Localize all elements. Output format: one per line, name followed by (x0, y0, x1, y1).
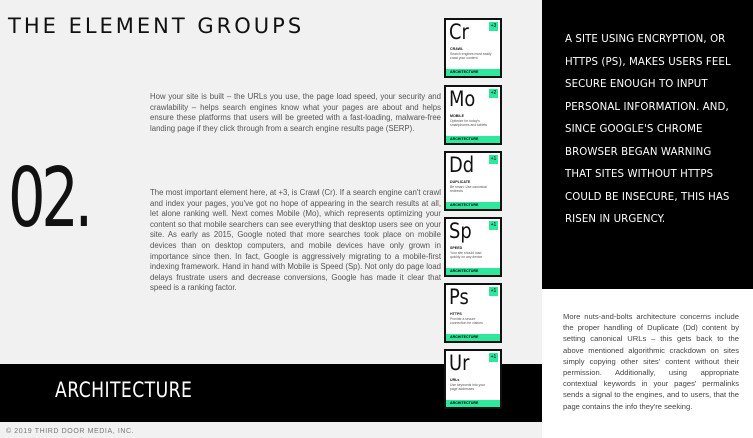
element-name: MOBILE (450, 114, 464, 118)
element-weight: +1 (490, 156, 497, 162)
element-symbol: Cr (449, 20, 469, 44)
element-weight: +3 (490, 23, 497, 29)
element-symbol: Ur (449, 351, 470, 375)
element-name: HTTPS (450, 312, 462, 316)
element-name: SPEED (450, 246, 463, 250)
body-paragraph-2: The most important element here, at +3, is Crawl (Cr). If a search engine can't crawl and index your pages, you've got no hope of appearing in the search results at all, let alone ranking well. Next comes Mobile (Mo), which represents optimizing your content so that mobile searchers can see everything that desktop users see on your site. As early as 2015, Google noted that more searches took place on mobile devices than on desktop computers, and mobile devices have only grown in importance since then. In fact, Google is aggressively migrating to a mobile-first indexing framework. Hand in hand with Mobile is Speed (Sp). Not only do page load delays frustrate users and decrease conversions, Google has made it clear that speed is a ranking factor. (150, 188, 441, 293)
element-symbol: Dd (449, 153, 475, 177)
page-title: THE ELEMENT GROUPS (8, 14, 305, 38)
element-tile-ps (444, 283, 502, 343)
element-category: ARCHITECTURE (446, 69, 500, 76)
element-symbol: Mo (449, 87, 476, 111)
element-weight: +1 (490, 288, 497, 294)
element-tile-sp (444, 217, 502, 277)
element-name: URLs (450, 378, 460, 382)
element-category: ARCHITECTURE (446, 334, 500, 341)
element-weight: +1 (490, 354, 497, 360)
element-weight: +2 (490, 90, 497, 96)
section-title: ARCHITECTURE (55, 378, 193, 402)
element-name: DUPLICATE (450, 180, 471, 184)
element-description: Provide a secure connection for visitors (450, 317, 483, 325)
section-number: 02. (8, 151, 89, 246)
element-description: Optimize for today's smartphones and tablets (450, 119, 488, 127)
element-category: ARCHITECTURE (446, 400, 500, 407)
element-tile-ur (444, 349, 502, 409)
element-tile-cr (444, 18, 502, 78)
element-category: ARCHITECTURE (446, 268, 500, 275)
element-weight: +1 (490, 222, 497, 228)
copyright-text: © 2019 THIRD DOOR MEDIA, INC. (6, 428, 135, 435)
element-symbol: Ps (449, 285, 469, 309)
element-tile-dd (444, 151, 502, 211)
element-category: ARCHITECTURE (446, 202, 500, 209)
pull-quote: A SITE USING ENCRYPTION, OR HTTPS (PS), MAKES USERS FEEL SECURE ENOUGH TO INPUT PERSONAL INFORMATION. AND, SINCE GOOGLE'S CHROME BROWSER BEGAN WARNING THAT SITES WITHOUT HTTPS COULD BE INSECURE, THIS HAS RISEN IN URGENCY. (565, 34, 731, 225)
element-description: Your site should load quickly on any device (450, 251, 483, 259)
element-name: CRAWL (450, 47, 464, 51)
right-paragraph: More nuts-and-bolts architecture concerns include the proper handling of Duplicate (Dd) content by setting canonical URLs – this gets back to the above mentioned algorithmic crackdown on sites simply copying other sites' content without their permission. Additionally, using appropriate contextual keywords in your pages' permalinks sends a signal to the engines, and to users, that the page contains the info they're seeking. (563, 312, 739, 411)
element-description: Search engines must easily crawl your content (450, 52, 492, 60)
element-description: Use keywords into your page addresses (450, 383, 486, 391)
body-paragraph-1: How your site is built – the URLs you use, the page load speed, your security and crawlability – helps search engines know what your pages are about and helps ensure these platforms that users will be greeted with a fast-loading, malware-free landing page if they click through from a search engine results page (SERP). (150, 92, 441, 133)
element-tile-mo (444, 85, 502, 145)
element-symbol: Sp (449, 219, 472, 243)
element-category: ARCHITECTURE (446, 136, 500, 143)
element-description: Be smart: Use canonical redirects (450, 185, 487, 193)
